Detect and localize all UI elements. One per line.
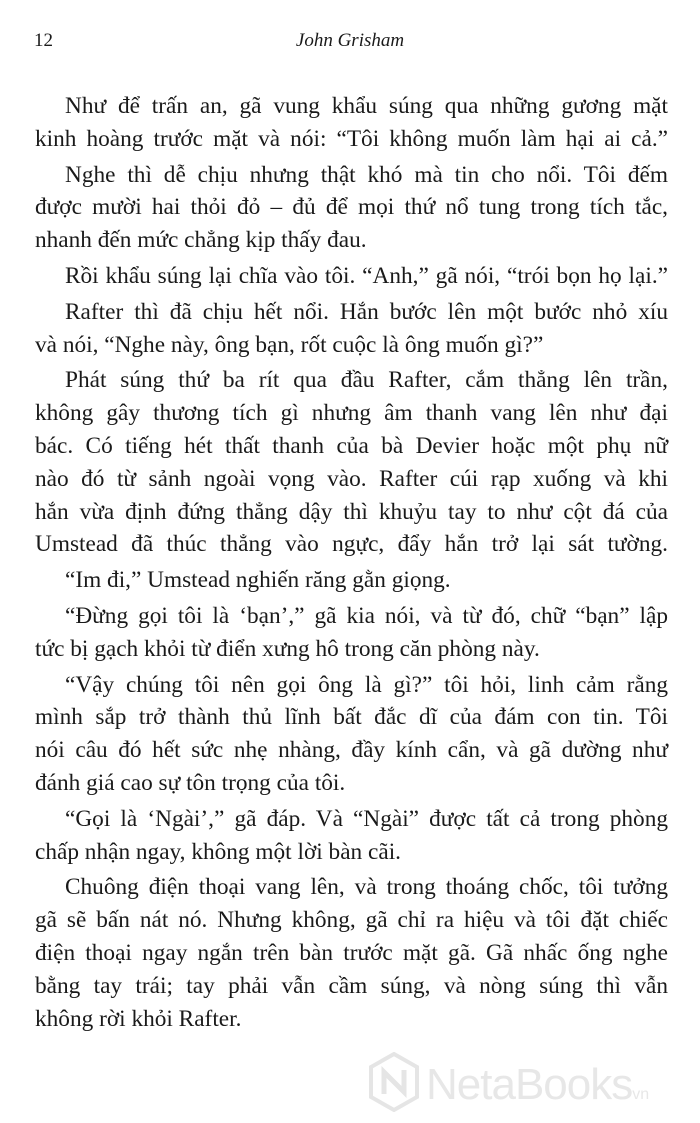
paragraph <box>35 159 668 257</box>
text-line: nào đó từ sảnh ngoài vọng vào. Rafter cúi rạp xuống và khi <box>35 465 668 492</box>
netabooks-watermark <box>368 1052 698 1114</box>
page-number: 12 <box>34 30 53 51</box>
text-line: “Vậy chúng tôi nên gọi ông là gì?” tôi hỏi, linh cảm rằng <box>65 671 668 698</box>
text-line: Umstead đã thúc thẳng vào ngực, đẩy hắn trở lại sát tường. <box>35 531 668 558</box>
text-line: gã sẽ bấn nát nó. Nhưng không, gã chỉ ra hiệu và tôi đặt chiếc <box>35 907 668 934</box>
page-header <box>34 30 666 54</box>
text-line: Phát súng thứ ba rít qua đầu Rafter, cắm thẳng lên trần, <box>65 367 668 394</box>
paragraph <box>35 600 668 666</box>
text-line: “Im đi,” Umstead nghiến răng gằn giọng. <box>65 567 451 594</box>
text-line: không rời khỏi Rafter. <box>35 1005 242 1032</box>
text-line: Chuông điện thoại vang lên, và trong thoáng chốc, tôi tưởng <box>65 874 668 901</box>
text-line: “Đừng gọi tôi là ‘bạn’,” gã kia nói, và từ đó, chữ “bạn” lập <box>65 602 668 629</box>
text-line: kinh hoàng trước mặt và nói: “Tôi không muốn làm hại ai cả.” <box>35 125 668 152</box>
text-line: hắn vừa định đứng thẳng dậy thì khuỷu tay to như cột đá của <box>35 498 668 525</box>
text-line: Nghe thì dễ chịu nhưng thật khó mà tin cho nổi. Tôi đếm <box>65 161 668 188</box>
paragraph <box>35 669 668 800</box>
text-line: chấp nhận ngay, không một lời bàn cãi. <box>35 838 401 865</box>
text-line: không gây thương tích gì nhưng âm thanh vang lên như đại <box>35 400 668 427</box>
text-line: bằng tay trái; tay phải vẫn cầm súng, và nòng súng thì vẫn <box>35 972 668 999</box>
text-line: Như để trấn an, gã vung khẩu súng qua những gương mặt <box>65 93 668 119</box>
text-line: nói câu đó hết sức nhẹ nhàng, đầy kính cẩn, và gã dường như <box>35 737 668 764</box>
paragraph <box>35 296 668 362</box>
netabooks-logo-icon <box>368 1052 420 1112</box>
text-line: điện thoại ngay ngắn trên bàn trước mặt gã. Gã nhấc ống nghe <box>35 939 668 966</box>
paragraph <box>35 803 668 869</box>
text-line: được mười hai thỏi đỏ – đủ để mọi thứ nổ tung trong tích tắc, <box>35 194 668 221</box>
watermark-suffix: vn <box>632 1086 650 1103</box>
text-line: mình sắp trở thành thủ lĩnh bất đắc dĩ của đám con tin. Tôi <box>35 704 668 731</box>
text-line: nhanh đến mức chẳng kịp thấy đau. <box>35 227 367 254</box>
text-line: và nói, “Nghe này, ông bạn, rốt cuộc là ông muốn gì?” <box>35 331 544 358</box>
running-head-author: John Grisham <box>295 30 405 51</box>
text-line: Rồi khẩu súng lại chĩa vào tôi. “Anh,” gã nói, “trói bọn họ lại.” <box>65 262 668 289</box>
watermark-brand: NetaBooks <box>426 1060 633 1109</box>
paragraph <box>35 90 668 156</box>
paragraph <box>35 564 668 597</box>
paragraph <box>35 260 668 293</box>
text-line: “Gọi là ‘Ngài’,” gã đáp. Và “Ngài” được tất cả trong phòng <box>65 805 668 832</box>
text-line: tức bị gạch khỏi từ điển xưng hô trong căn phòng này. <box>35 635 540 662</box>
page-body-text <box>35 90 668 1038</box>
text-line: Rafter thì đã chịu hết nổi. Hắn bước lên một bước nhỏ xíu <box>65 298 668 325</box>
paragraph <box>35 364 668 561</box>
text-line: bác. Có tiếng hét thất thanh của bà Devier hoặc một phụ nữ <box>35 432 668 459</box>
paragraph <box>35 871 668 1035</box>
text-line: đánh giá cao sự tôn trọng của tôi. <box>35 769 346 796</box>
